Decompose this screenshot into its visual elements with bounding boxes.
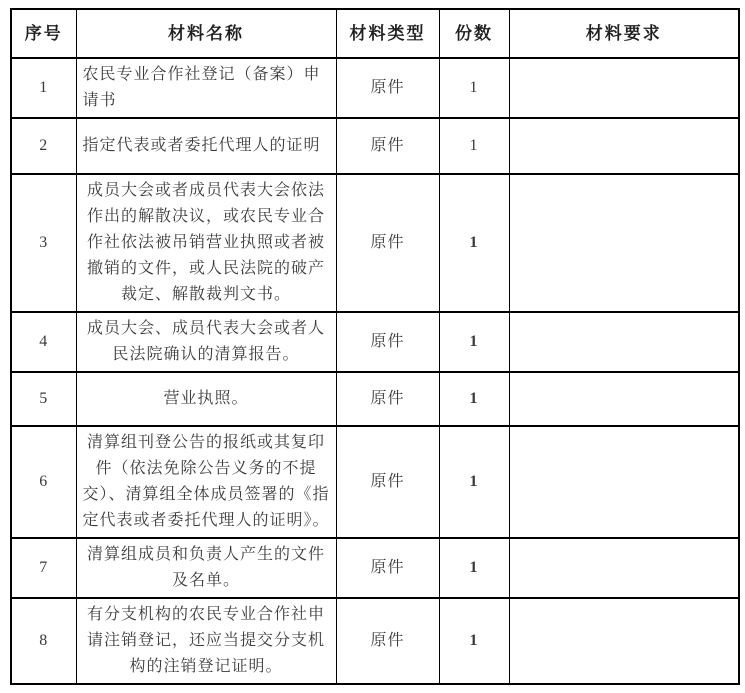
table-row	[11, 598, 739, 684]
cell-material-type: 原件	[336, 58, 439, 118]
cell-material-name: 指定代表或者委托代理人的证明	[76, 118, 336, 174]
col-header-copies: 份数	[439, 9, 509, 58]
cell-serial: 7	[11, 538, 76, 598]
cell-requirement	[509, 372, 739, 426]
cell-serial: 1	[11, 58, 76, 118]
cell-material-name: 清算组成员和负责人产生的文件及名单。	[76, 538, 336, 598]
cell-serial: 3	[11, 174, 76, 312]
col-header-material-name: 材料名称	[76, 9, 336, 58]
cell-copies: 1	[439, 372, 509, 426]
cell-serial: 6	[11, 426, 76, 538]
table-row	[11, 312, 739, 372]
table-row	[11, 118, 739, 174]
col-header-material-type: 材料类型	[336, 9, 439, 58]
cell-requirement	[509, 174, 739, 312]
table-row	[11, 58, 739, 118]
cell-material-name: 成员大会、成员代表大会或者人民法院确认的清算报告。	[76, 312, 336, 372]
cell-material-type: 原件	[336, 174, 439, 312]
col-header-requirement: 材料要求	[509, 9, 739, 58]
cell-copies: 1	[439, 426, 509, 538]
cell-material-type: 原件	[336, 372, 439, 426]
table-row	[11, 372, 739, 426]
table-row	[11, 426, 739, 538]
cell-material-name: 成员大会或者成员代表大会依法作出的解散决议，或农民专业合作社依法被吊销营业执照或者被撤销的文件，或人民法院的破产裁定、解散裁判文书。	[76, 174, 336, 312]
cell-serial: 8	[11, 598, 76, 684]
cell-material-name: 有分支机构的农民专业合作社申请注销登记，还应当提交分支机构的注销登记证明。	[76, 598, 336, 684]
cell-material-type: 原件	[336, 426, 439, 538]
cell-serial: 5	[11, 372, 76, 426]
materials-table	[10, 8, 740, 685]
cell-requirement	[509, 426, 739, 538]
cell-requirement	[509, 118, 739, 174]
cell-copies: 1	[439, 58, 509, 118]
cell-material-type: 原件	[336, 312, 439, 372]
table-header-row	[11, 9, 739, 58]
cell-copies: 1	[439, 174, 509, 312]
cell-copies: 1	[439, 598, 509, 684]
cell-material-name: 清算组刊登公告的报纸或其复印件（依法免除公告义务的不提交）、清算组全体成员签署的《指定代表或者委托代理人的证明》。	[76, 426, 336, 538]
cell-copies: 1	[439, 538, 509, 598]
cell-material-type: 原件	[336, 118, 439, 174]
cell-requirement	[509, 312, 739, 372]
cell-serial: 4	[11, 312, 76, 372]
cell-requirement	[509, 598, 739, 684]
cell-material-name: 营业执照。	[76, 372, 336, 426]
cell-serial: 2	[11, 118, 76, 174]
cell-copies: 1	[439, 312, 509, 372]
col-header-serial: 序号	[11, 9, 76, 58]
cell-requirement	[509, 58, 739, 118]
table-row	[11, 538, 739, 598]
cell-material-name: 农民专业合作社登记（备案）申请书	[76, 58, 336, 118]
cell-copies: 1	[439, 118, 509, 174]
cell-material-type: 原件	[336, 598, 439, 684]
table-row	[11, 174, 739, 312]
cell-material-type: 原件	[336, 538, 439, 598]
cell-requirement	[509, 538, 739, 598]
